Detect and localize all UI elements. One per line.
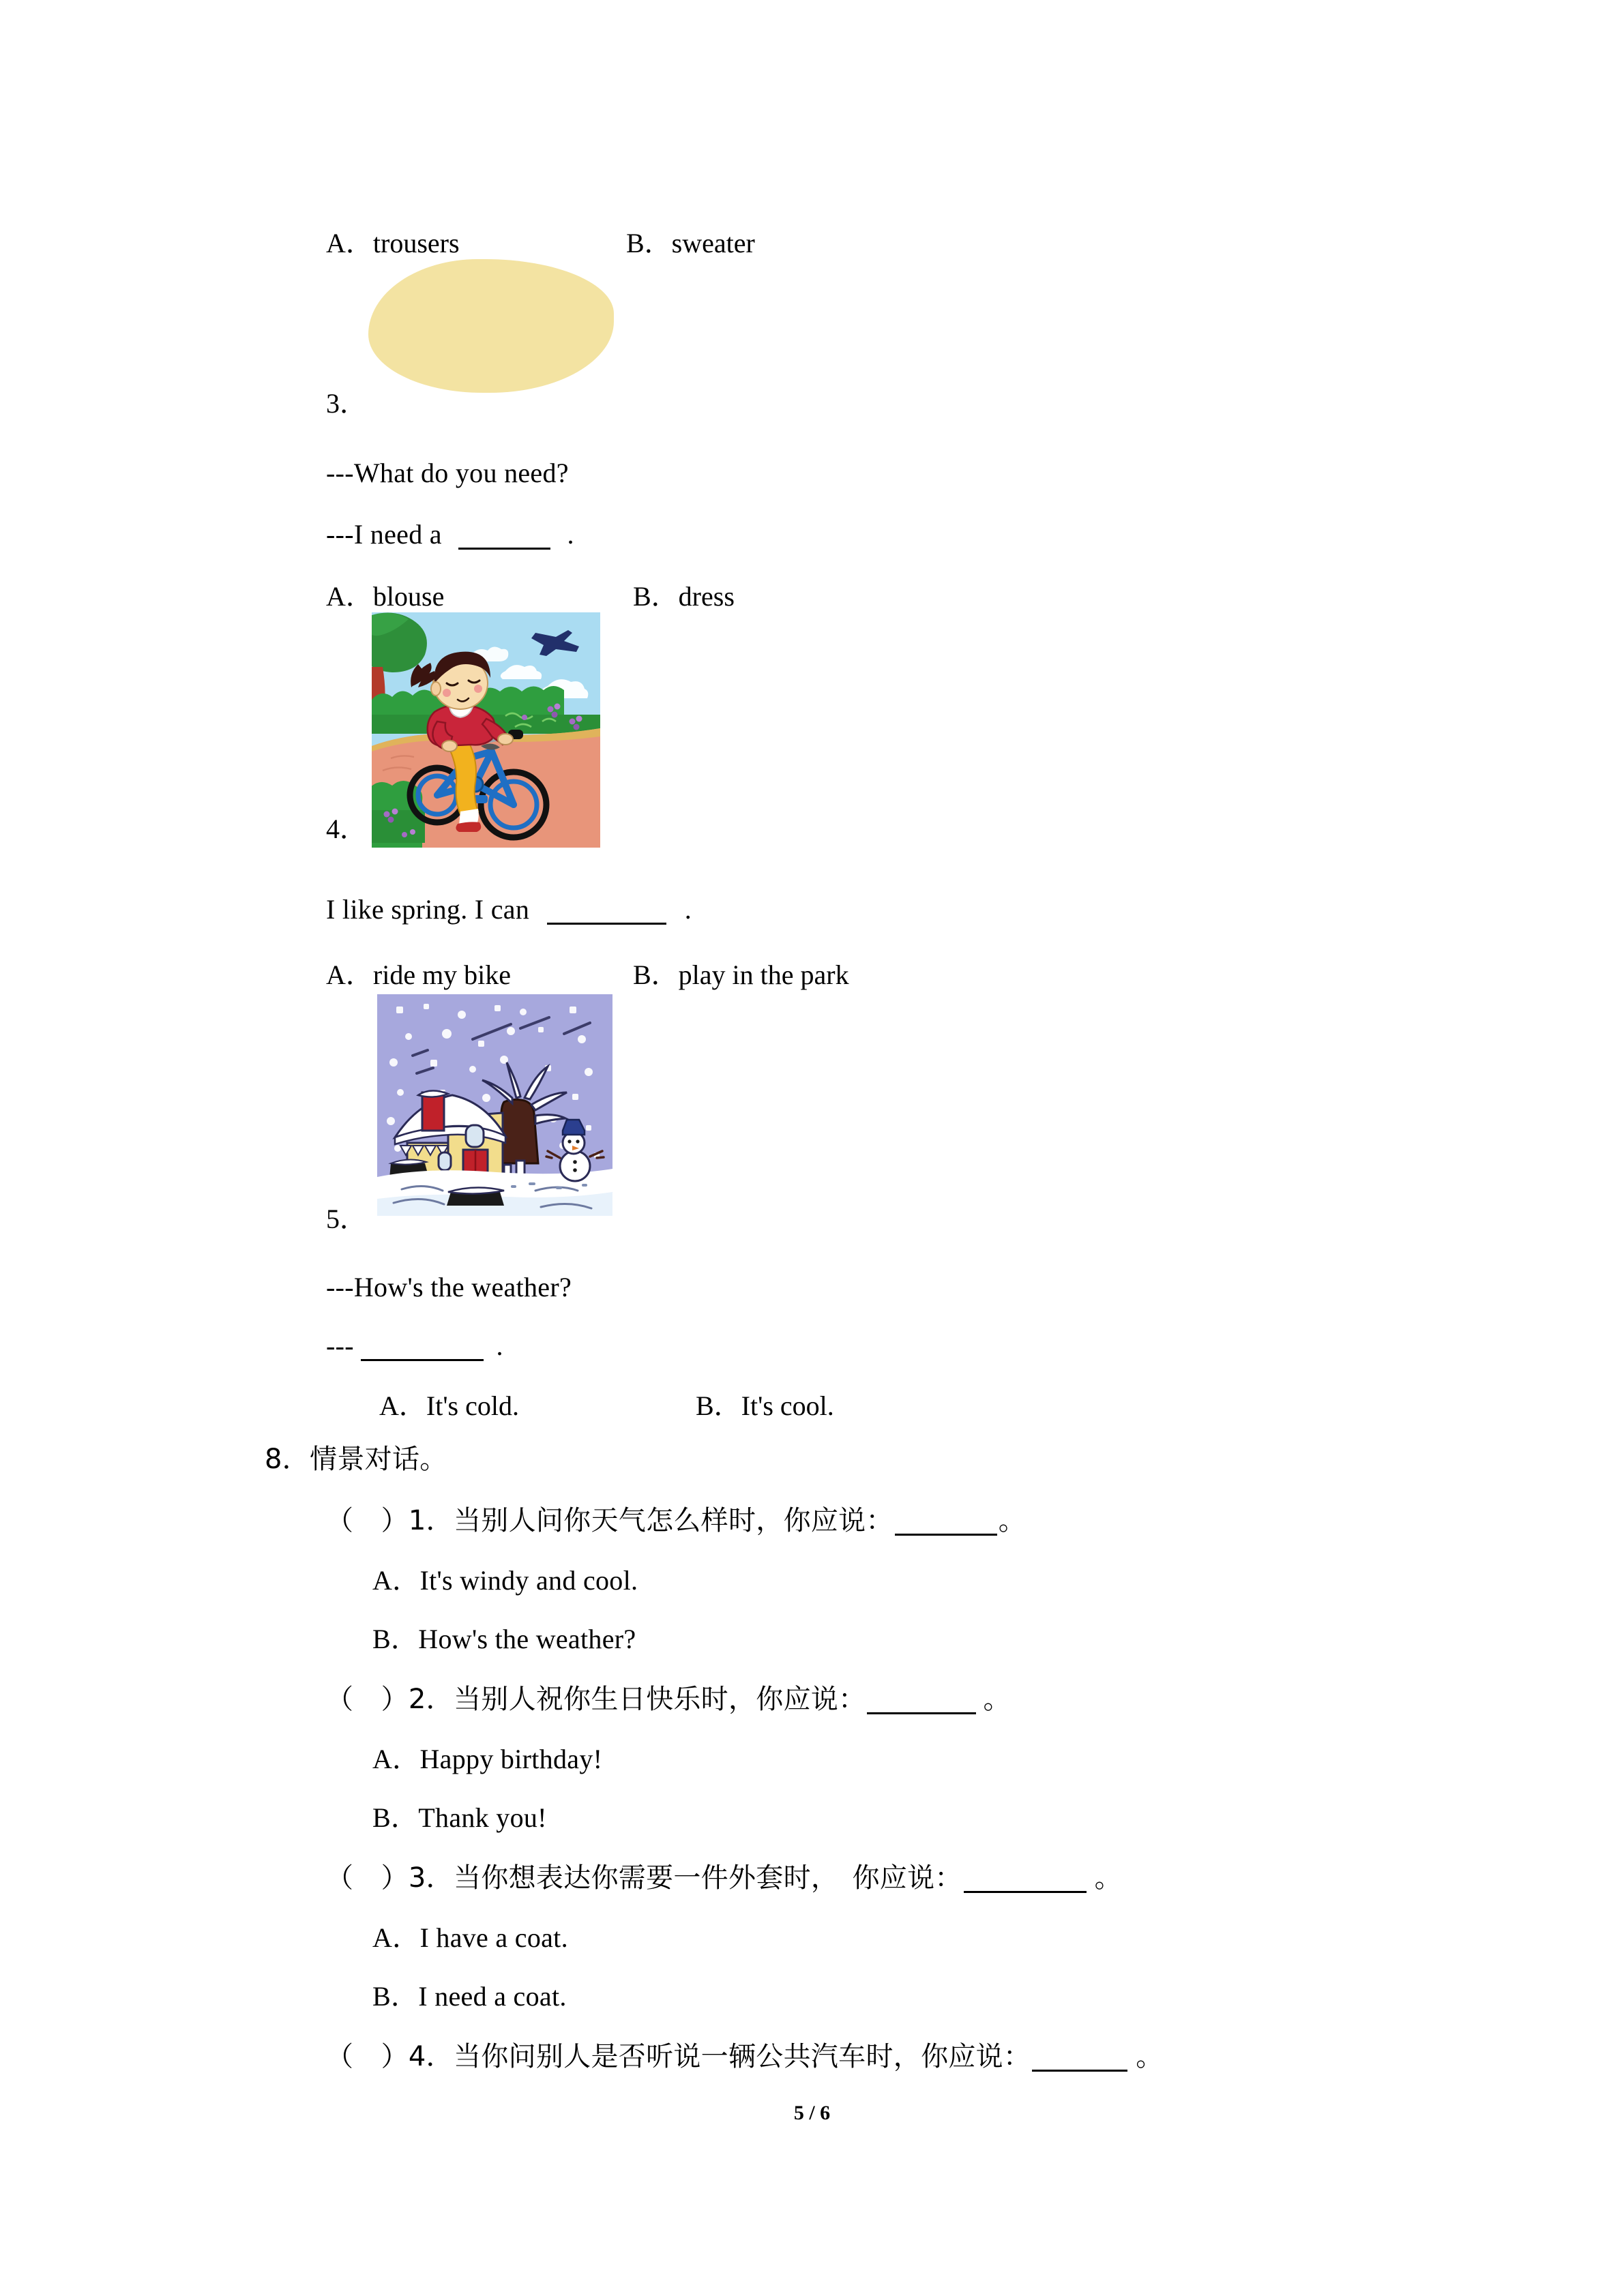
item-2-bracket[interactable]: （ ） [326,1684,409,1715]
q3-option-a[interactable]: A．blouse [326,581,445,612]
bike-scene-graphic [372,612,600,848]
item-2-number: 2． [408,1684,454,1715]
q4-prompt-post: . [684,894,692,925]
item-1-bracket[interactable]: （ ） [326,1505,409,1536]
q4-prompt-pre: I like spring. I can [326,894,530,925]
q5-prompt-line2 [326,1331,503,1361]
q3-answer-blank[interactable] [458,527,550,550]
section8-item-3-option-b[interactable]: B．I need a coat. [372,1981,567,2012]
q3-prompt-line2-post: . [567,519,574,550]
q5-answer-blank[interactable] [361,1339,484,1361]
item-2-stem-end: 。 [983,1684,1011,1715]
q5-prompt-line2-pre: --- [326,1330,354,1361]
q4-option-a[interactable]: A．ride my bike [326,959,512,990]
item-3-answer-blank[interactable] [964,1870,1087,1893]
section8-number: 8． [265,1444,310,1475]
q2-option-a[interactable]: A．trousers [326,228,460,258]
q4-answer-blank[interactable] [547,902,666,925]
item-3-number: 3． [408,1862,454,1894]
section8-item-3-stem [326,1863,1122,1893]
item-2-text: 当别人祝你生日快乐时，你应说： [453,1684,866,1715]
q5-option-b[interactable]: B．It's cool. [696,1390,834,1421]
section8-item-3-option-a[interactable]: A．I have a coat. [372,1922,568,1953]
q3-number: 3． [326,388,367,419]
q4-number: 4． [326,814,367,844]
section8-title: 情景对话。 [310,1444,447,1475]
item-1-text: 当别人问你天气怎么样时，你应说： [453,1505,894,1536]
item-4-text: 当你问别人是否听说一辆公共汽车时，你应说： [453,2041,1031,2072]
item-1-stem-end: 。 [998,1505,1027,1536]
q5-prompt-line1: ---How's the weather? [326,1272,572,1302]
item-1-number: 1． [408,1505,454,1536]
q5-prompt-line2-post: . [496,1330,503,1361]
section8-item-1-option-a[interactable]: A．It's windy and cool. [372,1565,638,1596]
section8-item-2-stem [326,1684,1011,1714]
item-2-answer-blank[interactable] [867,1692,976,1714]
item-4-bracket[interactable]: （ ） [326,2041,409,2072]
bike-illustration [372,612,600,848]
section8-item-1-option-b[interactable]: B．How's the weather? [372,1624,636,1654]
section8-item-2-option-a[interactable]: A．Happy birthday! [372,1744,603,1774]
item-3-stem-end: 。 [1094,1862,1122,1894]
q5-number: 5． [326,1204,367,1234]
q3-prompt-line2-pre: ---I need a [326,519,442,550]
section8-heading [265,1444,447,1474]
winter-scene-graphic [377,994,612,1216]
q5-option-a[interactable]: A．It's cold. [379,1390,519,1421]
section8-item-1-stem [326,1506,1026,1536]
sweater-illustration [368,259,614,396]
q4-prompt [326,895,692,925]
section8-item-4-stem [326,2042,1164,2072]
item-4-answer-blank[interactable] [1032,2049,1127,2072]
q4-option-b[interactable]: B．play in the park [633,959,849,990]
q3-prompt-line1: ---What do you need? [326,458,569,488]
item-3-bracket[interactable]: （ ） [326,1862,409,1894]
item-1-answer-blank[interactable] [895,1513,997,1536]
item-3-text: 当你想表达你需要一件外套时， 你应说： [453,1862,962,1894]
q3-prompt-line2 [326,520,574,550]
page-number-footer: 5 / 6 [793,2102,831,2124]
q2-option-b[interactable]: B．sweater [626,228,755,258]
item-4-stem-end: 。 [1136,2041,1164,2072]
q3-option-b[interactable]: B．dress [633,581,735,612]
snow-illustration [377,994,612,1216]
section8-item-2-option-b[interactable]: B．Thank you! [372,1802,547,1833]
item-4-number: 4． [408,2041,454,2072]
